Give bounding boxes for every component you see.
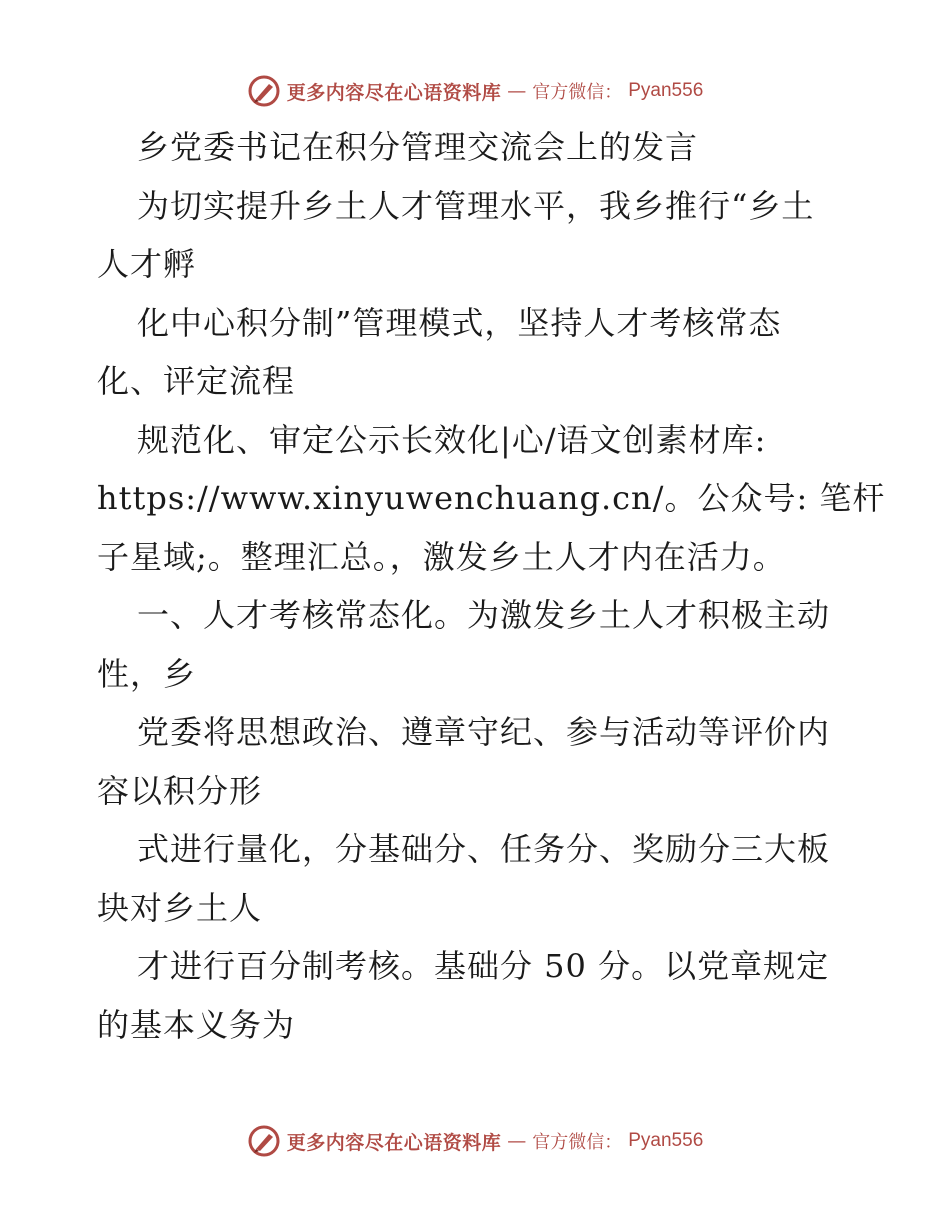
paragraph-line: 规范化、审定公示长效化|心/语文创素材库: [137,420,767,459]
banner-dash: — [507,1130,527,1152]
paragraph-line: 容以积分形 [97,771,263,810]
document-body [97,118,886,1054]
pen-logo-icon [247,1124,281,1158]
paragraph-line: 党委将思想政治、遵章守纪、参与活动等评价内 [137,713,831,751]
document-title: 乡党委书记在积分管理交流会上的发言 [137,128,699,166]
banner-wechat-label: 官方微信： [532,1132,623,1153]
paragraph-line: 为切实提升乡土人才管理水平，我乡推行“乡土 [137,186,815,225]
paragraph-line: https://www.xinyuwenchuang.cn/。公众号: 笔杆 [97,479,886,517]
paragraph-line: 化中心积分制”管理模式，坚持人才考核常态 [137,303,782,342]
banner-account: Pyan556 [628,80,704,101]
paragraph-line: 的基本义务为 [97,1005,296,1044]
banner-dash: — [507,80,527,102]
paragraph-line: 化、评定流程 [97,362,296,400]
header-banner [0,71,950,111]
paragraph-line: 人才孵 [97,245,197,283]
paragraph-line: 块对乡土人 [97,888,263,927]
banner-wechat-label: 官方微信： [532,82,623,103]
section-heading-line: 一、人才考核常态化。为激发乡土人才积极主动 [137,596,831,634]
paragraph-line: 才进行百分制考核。基础分 50 分。以党章规定 [137,947,830,985]
footer-banner [0,1121,950,1161]
banner-account: Pyan556 [628,1130,704,1151]
paragraph-line: 式进行量化，分基础分、任务分、奖励分三大板 [137,830,831,868]
paragraph-line: 子星域;。整理汇总。，激发乡土人才内在活力。 [97,537,786,576]
paragraph-line: 性，乡 [97,654,197,693]
banner-brand: 更多内容尽在心语资料库 [286,1131,502,1154]
banner-brand: 更多内容尽在心语资料库 [286,81,502,104]
pen-logo-icon [247,74,281,108]
